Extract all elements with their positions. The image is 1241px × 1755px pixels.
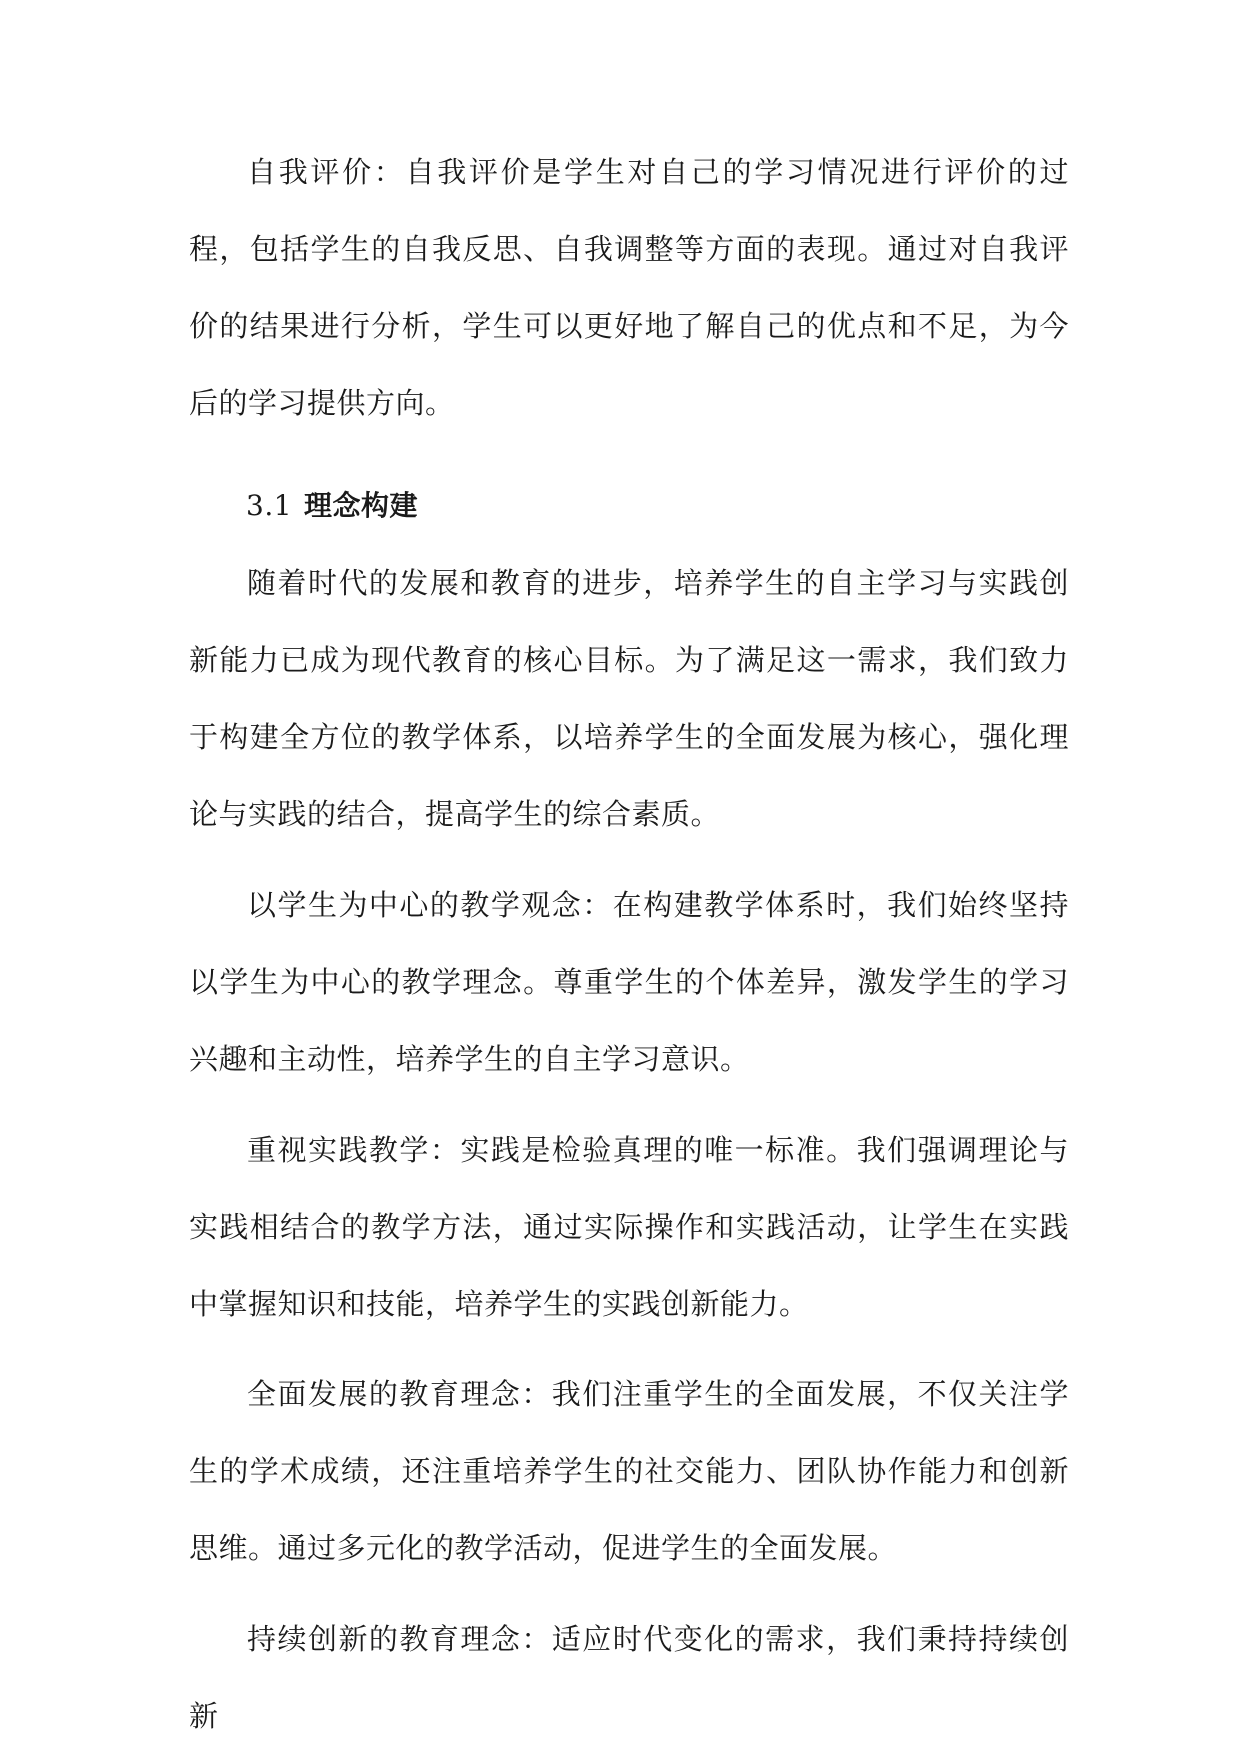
paragraph-intro: 随着时代的发展和教育的进步，培养学生的自主学习与实践创新能力已成为现代教育的核心目标。为了满足这一需求，我们致力于构建全方位的教学体系，以培养学生的全面发展为核心，强化理论与实践的结合，提高学生的综合素质。 xyxy=(189,566,1069,831)
paragraph-practice: 重视实践教学：实践是检验真理的唯一标准。我们强调理论与实践相结合的教学方法，通过实际操作和实践活动，让学生在实践中掌握知识和技能，培养学生的实践创新能力。 xyxy=(189,1133,1069,1321)
paragraph-all-round: 全面发展的教育理念：我们注重学生的全面发展，不仅关注学生的学术成绩，还注重培养学生的社交能力、团队协作能力和创新思维。通过多元化的教学活动，促进学生的全面发展。 xyxy=(189,1377,1069,1565)
paragraph-innovation: 持续创新的教育理念：适应时代变化的需求，我们秉持持续创新 xyxy=(189,1622,1069,1733)
paragraph-self-evaluation: 自我评价：自我评价是学生对自己的学习情况进行评价的过程，包括学生的自我反思、自我调整等方面的表现。通过对自我评价的结果进行分析，学生可以更好地了解自己的优点和不足，为今后的学习提供方向。 xyxy=(189,155,1069,420)
section-number: 3.1 xyxy=(246,489,293,522)
paragraph-student-centered: 以学生为中心的教学观念：在构建教学体系时，我们始终坚持以学生为中心的教学理念。尊重学生的个体差异，激发学生的学习兴趣和主动性，培养学生的自主学习意识。 xyxy=(189,888,1069,1076)
section-title: 理念构建 xyxy=(304,489,419,522)
section-heading xyxy=(246,476,418,536)
